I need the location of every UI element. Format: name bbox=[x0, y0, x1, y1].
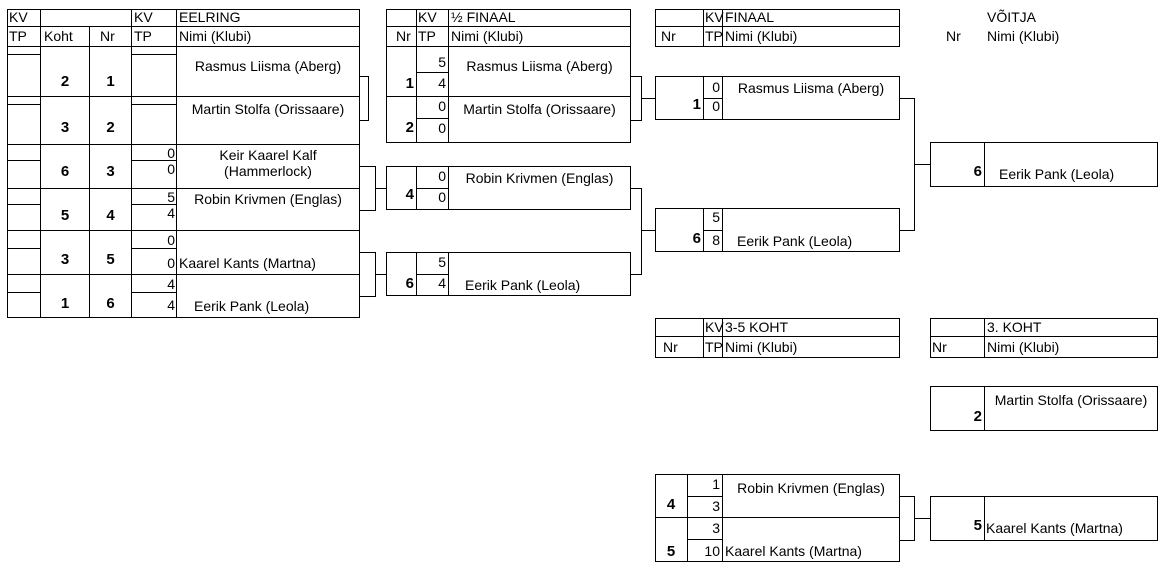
semi-slot-nr: 4 bbox=[405, 186, 414, 203]
place35-slot-kv: 3 bbox=[712, 520, 720, 536]
final-slot-tp: 8 bbox=[712, 232, 720, 248]
prelim-hdr-tp2: TP bbox=[134, 28, 152, 44]
prelim-row-nr: 5 bbox=[106, 251, 115, 268]
third-nr: 2 bbox=[973, 408, 982, 425]
place35-slot-name: Kaarel Kants (Martna) bbox=[725, 543, 862, 559]
semi-hdr-kv: KV bbox=[418, 9, 437, 25]
place35-slot-nr: 5 bbox=[666, 543, 676, 560]
semi-slot-tp: 4 bbox=[438, 75, 446, 91]
semi-slot-tp: 0 bbox=[438, 120, 446, 136]
prelim-row-nr: 1 bbox=[106, 73, 115, 90]
final-slot-name: Rasmus Liisma (Aberg) bbox=[737, 80, 885, 96]
prelim-row-tp: 4 bbox=[167, 297, 175, 313]
prelim-row-name: Keir Kaarel Kalf (Hammerlock) bbox=[219, 147, 317, 179]
prelim-row-koht: 1 bbox=[60, 295, 70, 312]
prelim-row-koht: 2 bbox=[60, 73, 70, 90]
place35-winner-nr: 5 bbox=[973, 517, 982, 534]
prelim-hdr-kv: KV bbox=[9, 9, 28, 25]
place35-slot-tp: 3 bbox=[712, 498, 720, 514]
semi-slot-kv: 5 bbox=[438, 254, 446, 270]
prelim-hdr-tp: TP bbox=[9, 28, 27, 44]
place35-hdr-nr: Nr bbox=[663, 339, 678, 355]
final-hdr-nr: Nr bbox=[661, 28, 676, 44]
third-hdr-nr: Nr bbox=[932, 339, 947, 355]
prelim-row-koht: 3 bbox=[60, 251, 70, 268]
winner-hdr-name: Nimi (Klubi) bbox=[987, 28, 1060, 44]
prelim-row-name: Kaarel Kants (Martna) bbox=[179, 255, 316, 271]
place35-hdr-name: Nimi (Klubi) bbox=[725, 339, 798, 355]
semi-hdr-name: Nimi (Klubi) bbox=[451, 28, 524, 44]
prelim-row-name: Martin Stolfa (Orissaare) bbox=[191, 101, 345, 117]
prelim-row-tp: 0 bbox=[167, 161, 175, 177]
semi-slot-kv: 0 bbox=[438, 98, 446, 114]
winner-hdr-nr: Nr bbox=[946, 28, 961, 44]
prelim-hdr-nr: Nr bbox=[100, 28, 115, 44]
place35-hdr-kv: KV bbox=[705, 319, 724, 335]
prelim-hdr-name: Nimi (Klubi) bbox=[179, 28, 252, 44]
final-title: FINAAL bbox=[725, 9, 775, 25]
final-slot-name: Eerik Pank (Leola) bbox=[737, 233, 853, 249]
third-title: 3. KOHT bbox=[987, 319, 1042, 335]
prelim-row-nr: 2 bbox=[106, 119, 115, 136]
final-slot-nr: 6 bbox=[692, 230, 701, 247]
place35-winner-name: Kaarel Kants (Martna) bbox=[986, 520, 1123, 536]
final-hdr-kv: KV bbox=[705, 9, 724, 25]
third-name: Martin Stolfa (Orissaare) bbox=[994, 392, 1148, 408]
winner-nr: 6 bbox=[973, 163, 982, 180]
prelim-row-koht: 3 bbox=[60, 119, 70, 136]
prelim-row-nr: 4 bbox=[106, 207, 115, 224]
final-hdr-name: Nimi (Klubi) bbox=[725, 28, 798, 44]
semi-slot-nr: 6 bbox=[405, 275, 414, 292]
prelim-hdr-koht: Koht bbox=[44, 28, 73, 44]
place35-slot-tp: 10 bbox=[704, 543, 720, 559]
semi-slot-kv: 0 bbox=[438, 168, 446, 184]
prelim-title: EELRING bbox=[179, 9, 241, 25]
final-slot-kv: 5 bbox=[712, 209, 720, 225]
prelim-row-kv: 0 bbox=[167, 232, 175, 248]
prelim-row-kv: 5 bbox=[167, 189, 175, 205]
place35-slot-nr: 4 bbox=[666, 496, 676, 513]
prelim-row-tp: 0 bbox=[167, 255, 175, 271]
prelim-row-nr: 6 bbox=[106, 295, 115, 312]
semi-slot-nr: 1 bbox=[405, 75, 414, 92]
prelim-row-name: Eerik Pank (Leola) bbox=[194, 298, 310, 314]
semi-slot-tp: 4 bbox=[438, 275, 446, 291]
prelim-hdr-kv2: KV bbox=[134, 9, 153, 25]
prelim-row-kv: 4 bbox=[167, 276, 175, 292]
prelim-row-name: Robin Krivmen (Englas) bbox=[194, 191, 342, 207]
semi-slot-name: Rasmus Liisma (Aberg) bbox=[466, 58, 613, 74]
semi-slot-kv: 5 bbox=[438, 54, 446, 70]
semi-slot-tp: 0 bbox=[438, 189, 446, 205]
semi-slot-name: Eerik Pank (Leola) bbox=[465, 277, 581, 293]
final-slot-nr: 1 bbox=[692, 96, 701, 113]
semi-hdr-nr: Nr bbox=[396, 28, 411, 44]
prelim-row-nr: 3 bbox=[106, 163, 115, 180]
place35-title: 3-5 KOHT bbox=[725, 319, 789, 335]
place35-slot-name: Robin Krivmen (Englas) bbox=[737, 480, 885, 496]
final-slot-tp: 0 bbox=[712, 98, 720, 114]
semi-slot-name: Robin Krivmen (Englas) bbox=[465, 170, 614, 186]
final-hdr-tp: TP bbox=[705, 28, 723, 44]
prelim-row-koht: 6 bbox=[60, 163, 70, 180]
third-hdr-name: Nimi (Klubi) bbox=[987, 339, 1060, 355]
prelim-row-koht: 5 bbox=[60, 207, 70, 224]
place35-hdr-tp: TP bbox=[705, 339, 723, 355]
semi-hdr-tp: TP bbox=[418, 28, 436, 44]
winner-title: VÕITJA bbox=[987, 9, 1037, 25]
prelim-row-name: Rasmus Liisma (Aberg) bbox=[194, 58, 342, 74]
semi-slot-name: Martin Stolfa (Orissaare) bbox=[463, 101, 616, 117]
place35-slot-kv: 1 bbox=[712, 476, 720, 492]
semi-slot-nr: 2 bbox=[405, 119, 414, 136]
prelim-row-kv: 0 bbox=[167, 145, 175, 161]
semi-title: ½ FINAAL bbox=[451, 9, 516, 25]
winner-name: Eerik Pank (Leola) bbox=[999, 166, 1115, 182]
final-slot-kv: 0 bbox=[712, 79, 720, 95]
prelim-row-tp: 4 bbox=[167, 205, 175, 221]
